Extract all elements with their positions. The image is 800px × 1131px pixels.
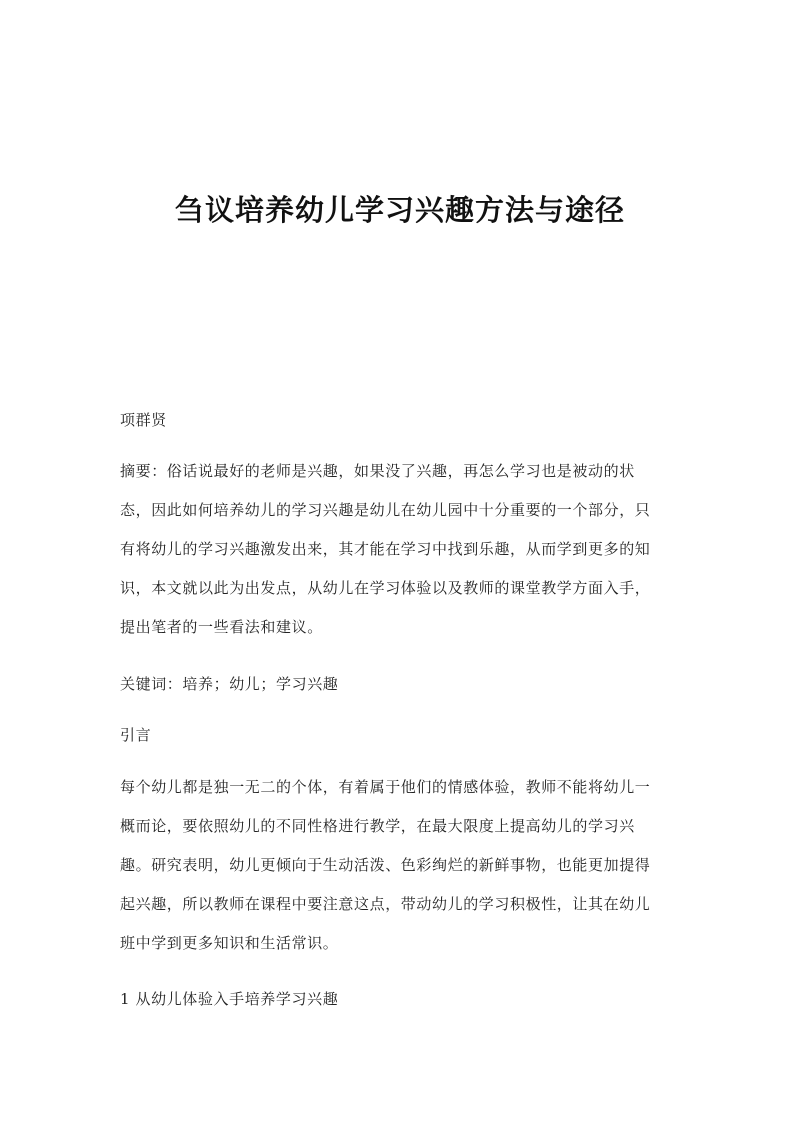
keywords-line: 关键词：培养；幼儿；学习兴趣 bbox=[120, 675, 339, 693]
abstract-line: 有将幼儿的学习兴趣激发出来，其才能在学习中找到乐趣，从而学到更多的知 bbox=[120, 540, 651, 558]
abstract-line: 态，因此如何培养幼儿的学习兴趣是幼儿在幼儿园中十分重要的一个部分，只 bbox=[120, 501, 651, 519]
intro-paragraph bbox=[120, 768, 680, 963]
intro-line: 班中学到更多知识和生活常识。 bbox=[120, 934, 339, 952]
abstract-paragraph bbox=[120, 452, 680, 647]
intro-line: 起兴趣，所以教师在课程中要注意这点，带动幼儿的学习积极性，让其在幼儿 bbox=[120, 895, 651, 913]
document-title: 刍议培养幼儿学习兴趣方法与途径 bbox=[174, 193, 625, 227]
intro-heading: 引言 bbox=[120, 726, 152, 744]
abstract-line: 识，本文就以此为出发点，从幼儿在学习体验以及教师的课堂教学方面入手， bbox=[120, 579, 651, 597]
abstract-line: 摘要：俗话说最好的老师是兴趣，如果没了兴趣，再怎么学习也是被动的状 bbox=[120, 462, 635, 480]
intro-line: 趣。研究表明，幼儿更倾向于生动活泼、色彩绚烂的新鲜事物，也能更加提得 bbox=[120, 856, 651, 874]
section-heading: 1 从幼儿体验入手培养学习兴趣 bbox=[120, 990, 339, 1008]
abstract-line: 提出笔者的一些看法和建议。 bbox=[120, 618, 323, 636]
intro-line: 每个幼儿都是独一无二的个体，有着属于他们的情感体验，教师不能将幼儿一 bbox=[120, 778, 651, 796]
intro-line: 概而论，要依照幼儿的不同性格进行教学，在最大限度上提高幼儿的学习兴 bbox=[120, 817, 635, 835]
author-name: 项群贤 bbox=[120, 411, 167, 429]
